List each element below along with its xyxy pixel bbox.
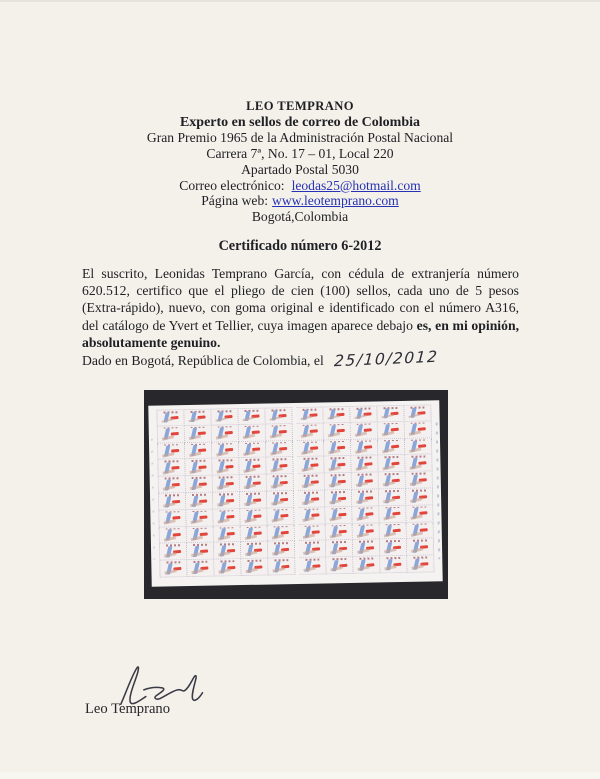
stamp <box>185 442 212 459</box>
stamp <box>380 539 407 556</box>
email-line <box>0 178 600 194</box>
stamp <box>407 556 434 573</box>
stamp <box>266 457 293 474</box>
stamp <box>265 407 292 424</box>
stamp <box>352 506 379 523</box>
web-label: Página web: <box>201 193 269 209</box>
handwritten-date: 25/10/2012 <box>333 347 439 371</box>
stamp <box>406 472 433 489</box>
stamp <box>239 424 266 441</box>
stamp <box>350 405 377 422</box>
stamp <box>324 423 351 440</box>
stamp <box>323 406 350 423</box>
stamp <box>184 409 211 426</box>
stamp <box>297 423 324 440</box>
certificate-body-bold: es, en mi opinión, absolutamente genuino. <box>82 317 519 350</box>
stamp <box>212 442 239 459</box>
stamp <box>185 425 212 442</box>
stamp <box>378 455 405 472</box>
stamp <box>404 404 431 421</box>
stamp <box>299 524 326 541</box>
stamp <box>353 523 380 540</box>
stamp <box>211 408 238 425</box>
stamp <box>406 505 433 522</box>
stamp <box>267 474 294 491</box>
stamp <box>266 441 293 458</box>
certificate-number-title: Certificado número 6-2012 <box>218 238 382 254</box>
stamp <box>185 459 212 476</box>
stamp <box>378 438 405 455</box>
stamp <box>326 557 353 574</box>
award-line: Gran Premio 1965 de la Administración Postal Nacional <box>146 130 454 146</box>
signatory-name: Leo Temprano <box>85 701 171 717</box>
stamp <box>214 526 241 543</box>
stamp <box>239 441 266 458</box>
stamp <box>351 422 378 439</box>
stamp <box>380 522 407 539</box>
stamp <box>156 409 184 426</box>
dated-label: Dado en Bogotá, República de Colombia, el <box>82 353 324 368</box>
stamp <box>378 422 405 439</box>
stamp <box>238 408 265 425</box>
stamp <box>239 458 266 475</box>
stamp <box>268 541 295 558</box>
stamp <box>380 556 407 573</box>
stamp <box>325 473 352 490</box>
stamp <box>379 472 406 489</box>
stamp <box>241 525 268 542</box>
stamp <box>187 560 214 577</box>
stamp <box>267 491 294 508</box>
stamp <box>299 558 326 575</box>
certificate-body <box>82 265 519 351</box>
stamp <box>351 456 378 473</box>
stamp <box>186 476 213 493</box>
stamp <box>159 560 187 577</box>
stamp <box>352 473 379 490</box>
stamp <box>159 543 187 560</box>
stamp <box>377 405 404 422</box>
stamp <box>187 526 214 543</box>
stamp <box>379 489 406 506</box>
city-line: Bogotá,Colombia <box>251 208 349 224</box>
stamp <box>186 509 213 526</box>
stamp <box>158 493 186 510</box>
stamp <box>298 507 325 524</box>
stamp <box>326 523 353 540</box>
po-box-line: Apartado Postal 5030 <box>241 161 359 177</box>
stamp <box>296 406 323 423</box>
stamp <box>187 543 214 560</box>
stamp-sheet <box>148 400 442 587</box>
stamp <box>212 425 239 442</box>
stamp <box>267 508 294 525</box>
stamp <box>241 559 268 576</box>
expert-title: Experto en sellos de correo de Colombia <box>179 114 421 130</box>
stamp <box>266 424 293 441</box>
stamp <box>213 492 240 509</box>
stamp <box>159 527 187 544</box>
stamp <box>352 489 379 506</box>
stamp <box>240 492 267 509</box>
stamp-sheet-photo <box>144 390 448 599</box>
stamp <box>157 443 185 460</box>
stamp <box>405 421 432 438</box>
website-link[interactable]: www.leotemprano.com <box>272 193 399 209</box>
stamp <box>213 509 240 526</box>
stamp <box>325 507 352 524</box>
stamp <box>240 508 267 525</box>
stamp <box>407 539 434 556</box>
stamp <box>299 541 326 558</box>
stamp <box>157 459 185 476</box>
stamp <box>407 522 434 539</box>
stamp <box>240 475 267 492</box>
stamp <box>158 510 186 527</box>
expert-name: LEO TEMPRANO <box>246 99 354 113</box>
email-link[interactable]: leodas25@hotmail.com <box>291 177 421 193</box>
stamp <box>324 456 351 473</box>
stamp <box>405 455 432 472</box>
stamp <box>268 558 295 575</box>
stamp <box>325 490 352 507</box>
stamp <box>406 488 433 505</box>
stamp <box>214 542 241 559</box>
stamp <box>405 438 432 455</box>
stamp <box>158 476 186 493</box>
stamp <box>241 542 268 559</box>
stamp <box>351 439 378 456</box>
stamp <box>353 557 380 574</box>
stamp <box>297 440 324 457</box>
address-line: Carrera 7ª, No. 17 – 01, Local 220 <box>206 146 394 162</box>
stamp <box>213 475 240 492</box>
stamp <box>324 440 351 457</box>
stamp <box>297 457 324 474</box>
stamp <box>298 474 325 491</box>
stamp <box>298 490 325 507</box>
stamp-sheet-grid <box>156 404 434 577</box>
stamp <box>214 559 241 576</box>
dated-line <box>82 347 562 371</box>
letterhead <box>0 99 600 225</box>
certificate-body-regular: El suscrito, Leonidas Temprano García, con cédula de extranjería número 620.512, certifico que el pliego de cien (100) sellos, cada uno de 5 pesos (Extra-rápido), nuevo, con goma original e identificado con el número A316, del catálogo de Yvert et Tellier, cuya imagen aparece debajo <box>82 266 519 333</box>
stamp <box>268 525 295 542</box>
stamp <box>326 540 353 557</box>
web-line <box>0 193 600 209</box>
stamp <box>157 426 185 443</box>
stamp <box>212 458 239 475</box>
stamp <box>186 493 213 510</box>
email-label: Correo electrónico: <box>179 177 285 193</box>
stamp <box>379 506 406 523</box>
stamp <box>353 540 380 557</box>
